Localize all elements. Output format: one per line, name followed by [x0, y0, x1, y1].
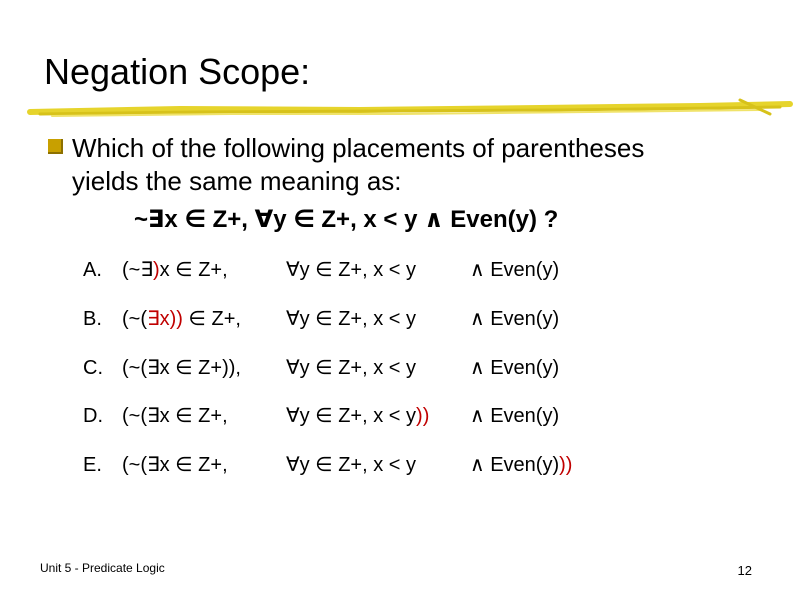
option-d	[0, 401, 794, 431]
option-prefix: (~∃)x ∈ Z+,	[122, 259, 228, 281]
page-number: 12	[737, 563, 752, 578]
option-letter: A.	[83, 259, 102, 281]
option-middle: ∀y ∈ Z+, x < y	[286, 259, 417, 281]
option-letter: B.	[83, 308, 102, 330]
bullet-square-icon	[48, 139, 63, 154]
option-end: ∧ Even(y)	[470, 259, 560, 281]
option-letter: C.	[83, 357, 103, 379]
option-end: ∧ Even(y)	[470, 405, 560, 427]
option-c	[0, 353, 794, 383]
question-line-1: Which of the following placements of parentheses	[72, 133, 645, 163]
option-middle: ∀y ∈ Z+, x < y	[286, 357, 417, 379]
footer-unit-label: Unit 5 - Predicate Logic	[40, 561, 165, 575]
option-b	[0, 304, 794, 334]
target-formula: ~∃x ∈ Z+, ∀y ∈ Z+, x < y ∧ Even(y) ?	[134, 206, 559, 233]
option-end: ∧ Even(y)))	[470, 454, 573, 476]
slide-title: Negation Scope:	[44, 51, 311, 92]
option-prefix: (~(∃x ∈ Z+,	[122, 454, 228, 476]
option-prefix: (~(∃x ∈ Z+,	[122, 405, 228, 427]
option-middle: ∀y ∈ Z+, x < y	[286, 454, 417, 476]
option-prefix: (~(∃x ∈ Z+)),	[122, 357, 241, 379]
option-end: ∧ Even(y)	[470, 308, 560, 330]
option-end: ∧ Even(y)	[470, 357, 560, 379]
yellow-brush-rule	[0, 90, 794, 130]
option-e	[0, 450, 794, 480]
option-letter: D.	[83, 405, 103, 427]
question-line-2: yields the same meaning as:	[72, 166, 402, 196]
option-prefix: (~(∃x)) ∈ Z+,	[122, 308, 241, 330]
option-middle: ∀y ∈ Z+, x < y))	[286, 405, 430, 427]
option-letter: E.	[83, 454, 102, 476]
option-middle: ∀y ∈ Z+, x < y	[286, 308, 417, 330]
option-a	[0, 255, 794, 285]
